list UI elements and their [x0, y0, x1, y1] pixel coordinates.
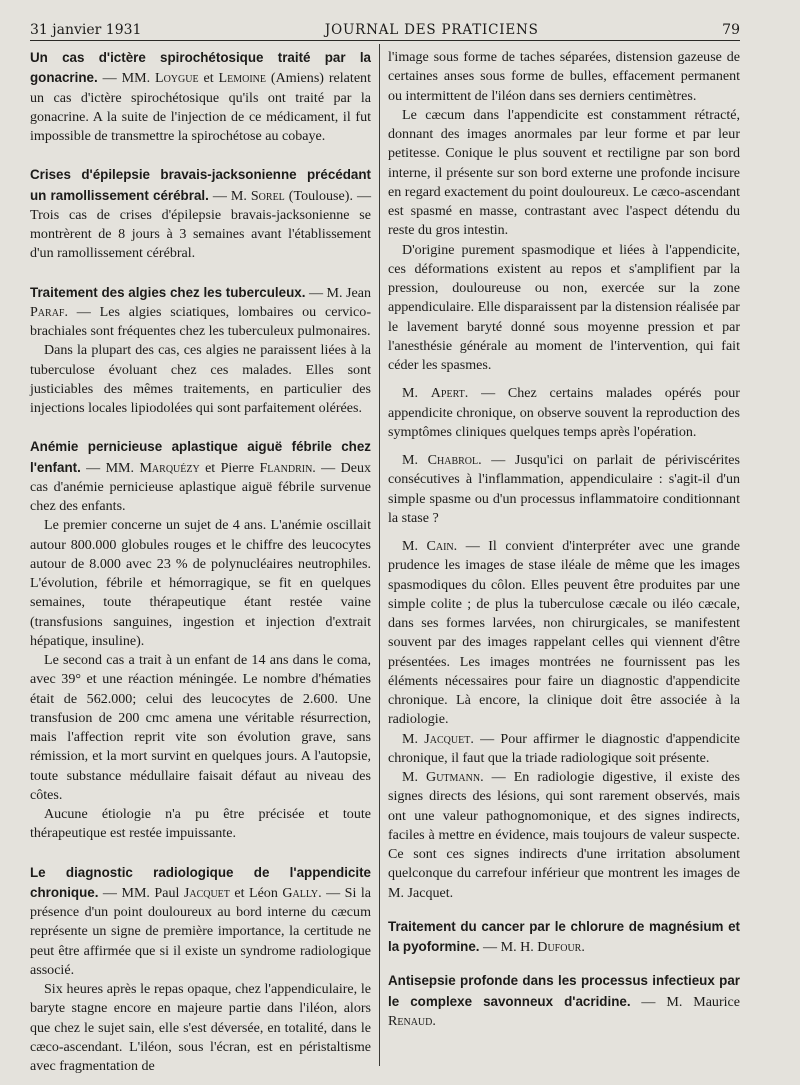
- article-title: Anémie pernicieuse aplastique aiguë fébrile chez l'enfant.: [30, 439, 371, 475]
- author-name: Jacquet: [183, 884, 230, 901]
- article-ictere: Un cas d'ictère spirochétosique traité par la gonacrine. — MM. Loygue et Lemoine (Amiens) relatent un cas d'ictère spirochétosique qu'ils ont traité par la gonacrine. A la suite de l'injection de ce médicament, il fut impossible de transmettre la spirochétose au cobaye.: [30, 50, 371, 144]
- author-name: Cain: [426, 538, 454, 554]
- article-cancer: Traitement du cancer par le chlorure de magnésium et la pyoformine. — M. H. Dufour.: [388, 918, 740, 955]
- discussion-cain: M. Cain. — Il convient d'interpréter avec une grande prudence les images de stase iléale de même que les images spasmodiques du côlon. Elles peuvent être produites par une simple colite ; de plus la tuberculose cæcale ou iléo cæcale, dans ses formes larvées, non chirurgicales, se manifestent souvent par des images rappelant celles qui viennent d'être présentées. Les images montrées ne fournissent pas les éléments nécessaires pour faire un diagnostic d'appendicite chronique. Là encore, la clinique doit être associée à la radiologie.: [388, 538, 740, 728]
- paragraph: Le premier concerne un sujet de 4 ans. L'anémie oscillait autour 800.000 globules rouges et le chiffre des leucocytes autour de 8.000 avec 23 % de polynucléaires neutrophiles. L'évolution, fébrile et hémorragique, se fit en quelques semaines, toute thérapeutique étant restée vaine (transfusions sanguines, ingestion et injection d'extrait hépatique, insuline).: [30, 517, 371, 649]
- discussion-jacquet: M. Jacquet. — Pour affirmer le diagnostic d'appendicite chronique, il faut que la triade radiologique soit présente.: [388, 730, 740, 766]
- author-name: Renaud: [388, 1012, 433, 1029]
- paragraph: Dans la plupart des cas, ces algies ne paraissent liées à la tuberculose évoluant chez ces malades. Elles sont justiciables des mêmes traitements, en particulier des injections locales lipiodolées qui sont parfaitement olérées.: [30, 342, 371, 416]
- paragraph: Six heures après le repas opaque, chez l'appendiculaire, le baryte stagne encore en majeure partie dans l'iléon, alors que chez le sujet sain, elle s'est déversée, en totalité, dans le cæco-ascendant. L'iléon, sous l'écran, est en péristaltisme avec fragmentation de: [30, 981, 371, 1074]
- paragraph: Le second cas a trait à un enfant de 14 ans dans le coma, avec 39° et une réaction méningée. Le nombre d'hématies était de 562.000; celui des leucocytes de 2.600. Une transfusion de 200 cmc amena une véritable résurrection, mais l'affection reprit vite son évolution grave, sans rémission, et la mort survint en quelques jours. A l'autopsie, toute substance médullaire faisait défaut au niveau des côtes.: [30, 652, 371, 803]
- author-name: Gally: [282, 884, 319, 901]
- author-name: Sorel: [250, 187, 285, 204]
- right-column: [388, 48, 740, 1031]
- left-column: [30, 48, 371, 1085]
- author-name: Apert: [430, 385, 465, 402]
- paragraph: Le cæcum dans l'appendicite est constamment rétracté, donnant des images anormales par leur forme et par leur petitesse. Conique le plus souvent et rectiligne par son bord interne, il présente sur son bord externe une profonde incisure en regard exactement du point douloureux. Le cæco-ascendant est spasmé en masse, contrastant avec l'aspect détendu du reste du gros intestin.: [388, 106, 740, 239]
- author-name: Loygue: [154, 70, 199, 87]
- discussion-apert: M. Apert. — Chez certains malades opérés pour appendicite chronique, on observe souvent la reproduction des symptômes cliniques quelques temps après l'opération.: [388, 385, 740, 440]
- header-page-number: 79: [722, 22, 740, 38]
- author-name: Chabrol: [427, 452, 479, 468]
- article-anemie: [30, 437, 371, 843]
- header-date: 31 janvier 1931: [30, 22, 142, 38]
- discussion-gutmann: M. Gutmann. — En radiologie digestive, il existe des signes directs des lésions, qui sont rarement observés, mais ont une valeur pathognomonique, et des signes indirects, faciles à mettre en évidence, mais toujours de valeur suspecte. Ce sont ces signes indirects d'une irritation absolument quelconque du carrefour inférieur que montrent les images de M. Jacquet.: [388, 769, 740, 901]
- article-title: Crises d'épilepsie bravais-jacksonienne précédant un ramollissement cérébral.: [30, 167, 371, 203]
- article-title: Le diagnostic radiologique de l'appendicite chronique.: [30, 864, 371, 900]
- article-appendicite: [30, 863, 371, 1077]
- article-title: Antisepsie profonde dans les processus infectieux par le complexe savonneux d'acridine.: [388, 973, 740, 1009]
- article-lead: Anémie pernicieuse aplastique aiguë fébrile chez l'enfant. — MM. Marquézy et Pierre Flandrin. — Deux cas d'anémie pernicieuse aplastique aiguë fébrile survenue chez des enfants.: [30, 439, 372, 514]
- discussion-chabrol: M. Chabrol. — Jusqu'ici on parlait de périviscérites consécutives à l'inflammation, appendiculaire : s'agit-il d'un simple spasme ou d'un processus inflammatoire conditionnant la stase ?: [388, 452, 740, 526]
- article-lead: Le diagnostic radiologique de l'appendicite chronique. — MM. Paul Jacquet et Léon Gally. — Si la présence d'un point douloureux au bord interne du cæcum représente un signe de première importance, la certitude ne peut être affirmée que si il existe un syndrome radiologique associé.: [30, 864, 371, 978]
- article-title: Traitement des algies chez les tuberculeux.: [30, 284, 306, 300]
- article-antisepsie: Antisepsie profonde dans les processus infectieux par le complexe savonneux d'acridine. — M. Maurice Renaud.: [388, 973, 740, 1029]
- author-name: Gutmann: [426, 769, 481, 785]
- header-journal-title: JOURNAL DES PRATICIENS: [324, 22, 539, 38]
- author-name: Flandrin: [259, 459, 313, 476]
- article-title: Traitement du cancer par le chlorure de magnésium et la pyoformine.: [388, 918, 740, 954]
- author-name: Dufour: [537, 939, 582, 955]
- author-name: Paraf: [30, 303, 65, 320]
- article-title: Un cas d'ictère spirochétosique traité par la gonacrine.: [30, 50, 371, 86]
- author-name: Jacquet: [424, 730, 471, 747]
- column-divider: [379, 44, 380, 1066]
- article-epilepsie: Crises d'épilepsie bravais-jacksonienne précédant un ramollissement cérébral. — M. Sorel (Toulouse). — Trois cas de crises d'épilepsie bravais-jacksonienne se montrèrent de 8 jours à 3 semaines avant l'établissement d'un ramollissement cérébral.: [30, 167, 371, 262]
- paragraph: D'origine purement spasmodique et liées à l'appendicite, ces déformations existent au repos et s'amplifient par la pression, douloureuse ou non, exercée sur la zone appendiculaire. Elle disparaissent par la distension réalisée par le lavement baryté donné sous moyenne pression et par l'anesthésie générale au moment de l'intervention, qui fait céder les spasmes.: [388, 241, 740, 373]
- paragraph: Aucune étiologie n'a pu être précisée et toute thérapeutique est restée impuissante.: [30, 806, 371, 842]
- paragraph-continued: l'image sous forme de taches séparées, distension gazeuse de certaines anses sous forme de bulles, effacement permanent ou intermittent de l'iléon dans ses derniers centimètres.: [388, 49, 740, 104]
- author-name: Lemoine: [218, 70, 266, 87]
- running-header: [30, 16, 740, 41]
- author-name: Marquézy: [139, 459, 200, 476]
- article-algies: [30, 283, 371, 419]
- article-lead: Traitement des algies chez les tuberculeux. — M. Jean Paraf. — Les algies sciatiques, lombaires ou cervico-brachiales sont fréquentes chez les tuberculeux pulmonaires.: [30, 284, 371, 339]
